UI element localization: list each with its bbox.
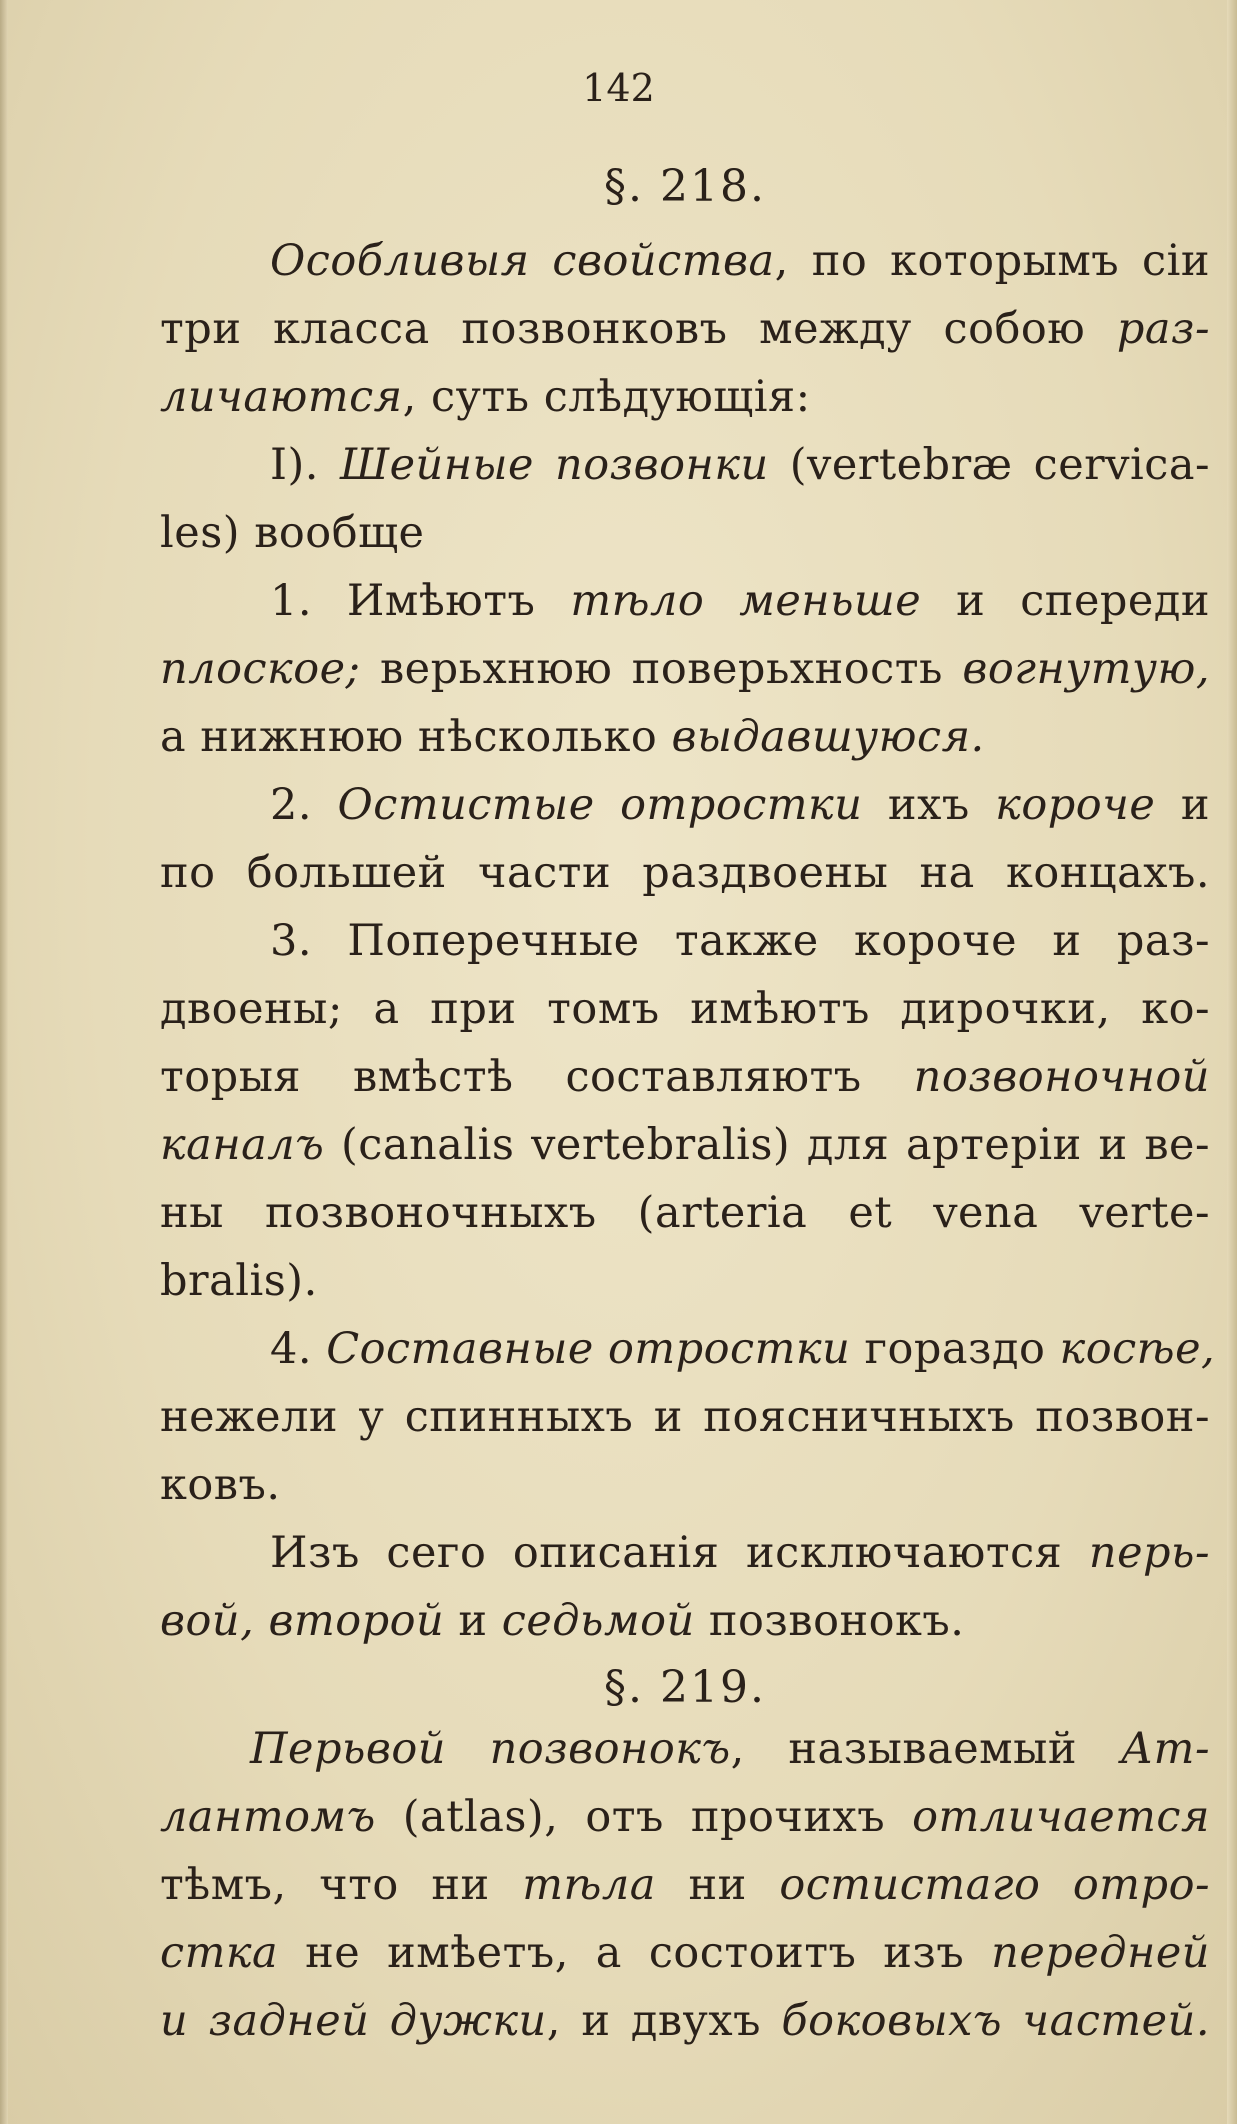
section-heading-218	[160, 161, 1210, 212]
text-segment: и	[1155, 780, 1210, 830]
italic-term: лантомъ	[160, 1792, 376, 1842]
text-segment: I).	[270, 440, 340, 490]
section-heading-219	[160, 1662, 1210, 1713]
italic-term: передней	[991, 1928, 1210, 1978]
italic-term: отличается	[912, 1792, 1210, 1842]
text-segment: и	[444, 1596, 502, 1646]
italic-term: седьмой	[501, 1596, 695, 1646]
italic-term: Перьвой позвонокъ	[250, 1724, 731, 1774]
italic-term: тѣла	[522, 1860, 656, 1910]
text-segment: Изъ сего описанія исключаются	[270, 1528, 1089, 1578]
text-segment: 1. Имѣютъ	[270, 576, 571, 626]
italic-term: Остистые отростки	[337, 780, 863, 830]
text-line	[160, 1460, 1210, 1510]
italic-term: и задней дужки	[160, 1996, 547, 2046]
text-segment: §. 219.	[604, 1662, 766, 1713]
text-segment: ны позвоночныхъ (arteria et vena verte-	[160, 1188, 1210, 1238]
page-outer-edge	[1227, 0, 1237, 2124]
italic-term: тѣло меньше	[570, 576, 922, 626]
text-line	[160, 1996, 1210, 2046]
text-line	[160, 1860, 1210, 1910]
text-line	[160, 780, 1210, 830]
italic-term: Ат-	[1120, 1724, 1210, 1774]
text-line	[160, 372, 1210, 422]
text-line	[160, 984, 1210, 1034]
text-segment: (vertebræ cervica-	[768, 440, 1210, 490]
text-segment: , по которымъ сіи	[774, 236, 1210, 286]
text-line	[160, 1792, 1210, 1842]
text-segment: les) вообще	[160, 508, 425, 558]
text-segment: ковъ.	[160, 1460, 281, 1510]
text-line	[160, 644, 1210, 694]
italic-term: боковыхъ частей.	[781, 1996, 1210, 2046]
text-segment: не имѣетъ, а состоитъ изъ	[278, 1928, 992, 1978]
text-segment: (atlas), отъ прочихъ	[375, 1792, 913, 1842]
text-line	[160, 1596, 1210, 1646]
text-segment: ихъ	[862, 780, 996, 830]
italic-term: Шейные позвонки	[340, 440, 769, 490]
text-segment: и спереди	[921, 576, 1210, 626]
text-segment: гораздо	[850, 1324, 1060, 1374]
text-line	[160, 1392, 1210, 1442]
text-segment: , суть слѣдующія:	[402, 372, 811, 422]
text-line	[160, 712, 1210, 762]
text-line	[160, 1724, 1210, 1774]
text-segment: а нижнюю нѣсколько	[160, 712, 672, 762]
text-segment: , называемый	[730, 1724, 1121, 1774]
text-line	[160, 576, 1210, 626]
text-line	[160, 1188, 1210, 1238]
italic-term: вой, второй	[160, 1596, 445, 1646]
italic-term: вогнутую,	[962, 644, 1210, 694]
text-line	[160, 1120, 1210, 1170]
text-line	[160, 1256, 1210, 1306]
text-segment: 3. Поперечные также короче и раз-	[270, 916, 1210, 966]
page-binding-edge	[0, 0, 8, 2124]
text-segment: по большей части раздвоены на концахъ.	[160, 848, 1210, 898]
text-line	[160, 1052, 1210, 1102]
text-segment: bralis).	[160, 1256, 318, 1306]
italic-term: Составные отростки	[326, 1324, 851, 1374]
text-segment: нежели у спинныхъ и поясничныхъ позвон-	[160, 1392, 1210, 1442]
text-line	[160, 1928, 1210, 1978]
text-line	[160, 440, 1210, 490]
italic-term: короче	[995, 780, 1156, 830]
italic-term: остистаго отро-	[779, 1860, 1210, 1910]
text-segment: три класса позвонковъ между собою	[160, 304, 1117, 354]
text-segment: , и двухъ	[546, 1996, 782, 2046]
text-segment: (canalis vertebralis) для артеріи и ве-	[324, 1120, 1210, 1170]
text-line	[160, 848, 1210, 898]
italic-term: косѣе,	[1059, 1324, 1216, 1374]
text-line	[160, 304, 1210, 354]
text-line	[160, 508, 1210, 558]
italic-term: Особливыя свойства	[270, 236, 775, 286]
text-line	[160, 916, 1210, 966]
italic-term: выдавшуюся.	[671, 712, 985, 762]
italic-term: стка	[160, 1928, 279, 1978]
text-line	[160, 1528, 1210, 1578]
italic-term: раз-	[1116, 304, 1210, 354]
italic-term: позвоночной	[913, 1052, 1210, 1102]
italic-term: плоское;	[160, 644, 361, 694]
italic-term: личаются	[160, 372, 403, 422]
text-line	[160, 236, 1210, 286]
text-segment: тѣмъ, что ни	[160, 1860, 523, 1910]
text-segment: торыя вмѣстѣ составляютъ	[160, 1052, 914, 1102]
text-segment: позвонокъ.	[694, 1596, 965, 1646]
text-segment: ни	[655, 1860, 780, 1910]
text-segment: 2.	[270, 780, 338, 830]
text-segment: верьхнюю поверьхность	[360, 644, 963, 694]
text-segment: §. 218.	[604, 161, 766, 212]
italic-term: перь-	[1088, 1528, 1210, 1578]
text-segment: двоены; а при томъ имѣютъ дирочки, ко-	[160, 984, 1210, 1034]
text-line	[160, 1324, 1216, 1374]
page-number: 142	[582, 66, 655, 110]
text-segment: 4.	[270, 1324, 327, 1374]
italic-term: каналъ	[160, 1120, 325, 1170]
